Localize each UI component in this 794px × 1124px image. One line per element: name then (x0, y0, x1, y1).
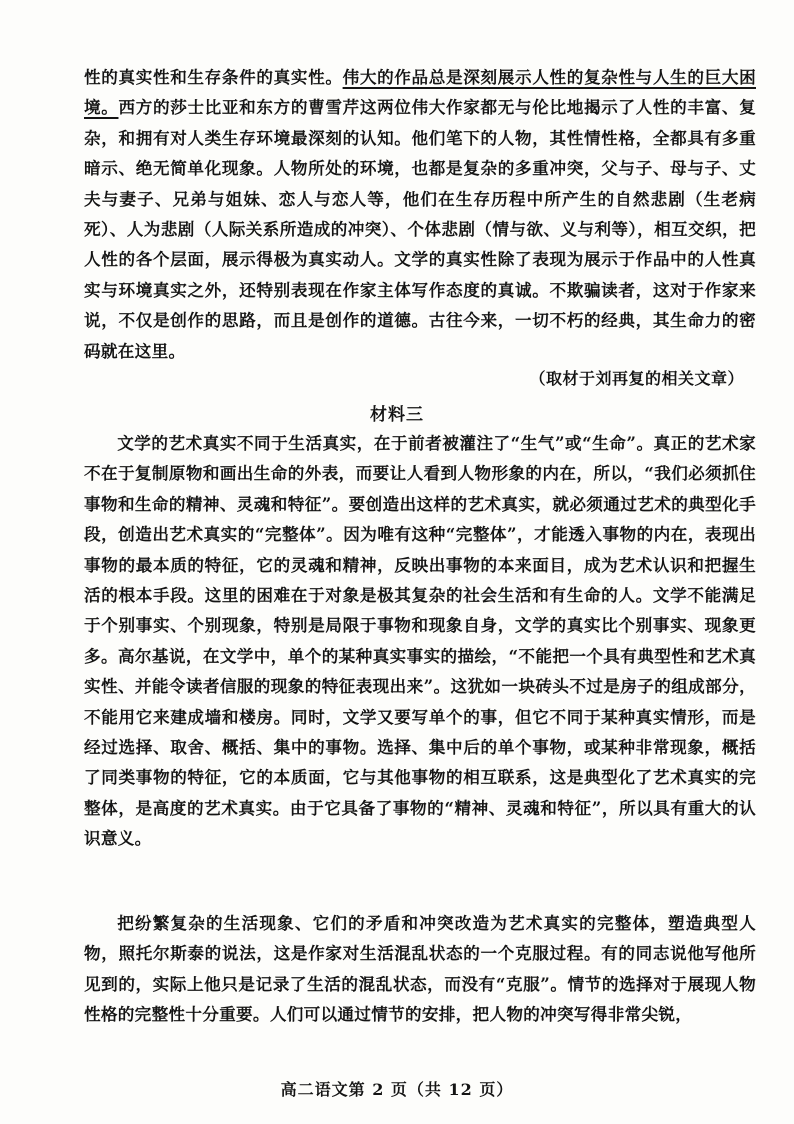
material2-underlined-sentence: 伟大的作品总是深刻展示人性的复杂性与人生的巨大困境。 (84, 67, 756, 118)
material2-source-citation: （取材于刘再复的相关文章） (529, 369, 744, 388)
material3-heading: 材料三 (370, 405, 424, 425)
material3-paragraph-2 (84, 908, 756, 1030)
page-footer: 高二语文第 2 页（共 12 页） (280, 1080, 514, 1099)
material3-paragraph-2-text: 把纷繁复杂的生活现象、它们的矛盾和冲突改造为艺术真实的完整体，塑造典型人物，照托尔斯泰的说法，这是作家对生活混乱状态的一个克服过程。有的同志说他写他所见到的，实际上他只是记录了生活的混乱状态，而没有“克服”。情节的选择对于展现人物性格的完整性十分重要。人们可以通过情节的安排，把人物的冲突写得非常尖锐， (84, 913, 756, 1025)
material2-continued-paragraph (84, 62, 756, 366)
material3-paragraph-1-text: 文学的艺术真实不同于生活真实，在于前者被灌注了“生气”或“生命”。真正的艺术家不在于复制原物和画出生命的外表，而要让人看到人物形象的内在，所以，“我们必须抓住事物和生命的精神、灵魂和特征”。要创造出这样的艺术真实，就必须通过艺术的典型化手段，创造出艺术真实的“完整体”。因为唯有这种“完整体”，才能透入事物的内在，表现出事物的最本质的特征，它的灵魂和精神，反映出事物的本来面目，成为艺术认识和把握生活的根本手段。这里的困难在于对象是极其复杂的社会生活和有生命的人。文学不能满足于个别事实、个别现象，特别是局限于事物和现象自身，文学的真实比个别事实、现象更多。高尔基说，在文学中，单个的某种真实事实的描绘，“不能把一个具有典型性和艺术真实性、并能令读者信服的现象的特征表现出来”。这犹如一块砖头不过是房子的组成部分，不能用它来建成墙和楼房。同时，文学又要写单个的事，但它不同于某种真实情形，而是经过选择、取舍、概括、集中的事物。选择、集中后的单个事物，或某种非常现象，概括了同类事物的特征，它的本质面，它与其他事物的相互联系，这是典型化了艺术真实的完整体，是高度的艺术真实。由于它具备了事物的“精神、灵魂和特征”，所以具有重大的认识意义。 (84, 433, 756, 849)
material2-text-start: 性的真实性和生存条件的真实性。 (84, 67, 343, 87)
material3-paragraph-1 (84, 428, 756, 854)
material2-text-rest: 西方的莎士比亚和东方的曹雪芹这两位伟大作家都无与伦比地揭示了人性的丰富、复杂，和拥有对人类生存环境最深刻的认知。他们笔下的人物，其性情性格，全都具有多重暗示、绝无简单化现象。人物所处的环境，也都是复杂的多重冲突，父与子、母与子、丈夫与妻子、兄弟与姐妹、恋人与恋人等，他们在生存历程中所产生的自然悲剧（生老病死）、人为悲剧（人际关系所造成的冲突）、个体悲剧（情与欲、义与利等），相互交织，把人性的各个层面，展示得极为真实动人。文学的真实性除了表现为展示于作品中的人性真实与环境真实之外，还特别表现在作家主体写作态度的真诚。不欺骗读者，这对于作家来说，不仅是创作的思路，而且是创作的道德。古往今来，一切不朽的经典，其生命力的密码就在这里。 (84, 97, 756, 361)
